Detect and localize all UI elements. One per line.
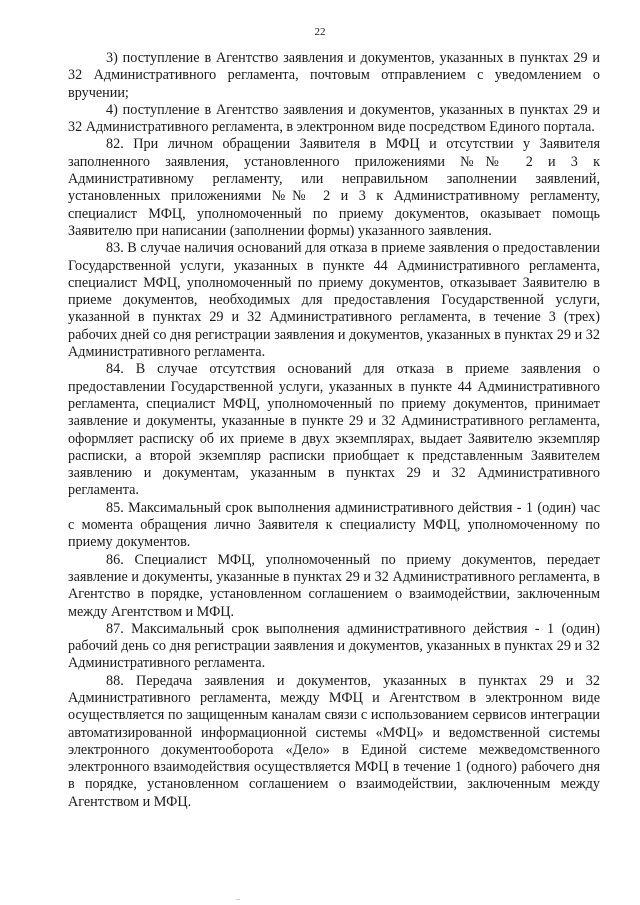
paragraph-84: 84. В случае отсутствия оснований для отказа в приеме заявления о предоставлении Государственной услуги, указанных в пункте 44 Административного регламента, специалист МФЦ, уполномоченный по приему документов, принимает заявление и документы, указанные в пункте 29 и 32 Административного регламента, оформляет расписку об их приеме в двух экземплярах, выдает Заявителю экземпляр расписки, а второй экземпляр расписки приобщает к представленным Заявителем заявлению и документам, указанным в пунктах 29 и 32 Административного регламента. xyxy=(68,361,600,499)
paragraph-item-4: 4) поступление в Агентство заявления и документов, указанных в пунктах 29 и 32 Административного регламента, в электронном виде посредством Единого портала. xyxy=(68,101,600,136)
paragraph-82: 82. При личном обращении Заявителя в МФЦ и отсутствии у Заявителя заполненного заявления, установленного приложениями №№ 2 и 3 к Административному регламенту, или неправильном заполнении заявлений, установленных приложениями №№ 2 и 3 к Административному регламенту, специалист МФЦ, уполномоченный по приему документов, оказывает помощь Заявителю при написании (заполнении формы) указанного заявления. xyxy=(68,136,600,239)
document-body xyxy=(68,50,600,811)
footer-mark: .. xyxy=(236,893,240,902)
paragraph-88: 88. Передача заявления и документов, указанных в пунктах 29 и 32 Административного регламента, между МФЦ и Агентством в электронном виде осуществляется по защищенным каналам связи с использованием сервисов интеграции автоматизированной информационной системы «МФЦ» и ведомственной системы электронного документооборота «Дело» в Единой системе межведомственного электронного взаимодействия осуществляется МФЦ в течение 1 (одного) рабочего дня в порядке, установленном соглашением о взаимодействии, заключенным между Агентством и МФЦ. xyxy=(68,672,600,810)
paragraph-85: 85. Максимальный срок выполнения административного действия - 1 (один) час с момента обращения лично Заявителя к специалисту МФЦ, уполномоченному по приему документов. xyxy=(68,499,600,551)
paragraph-83: 83. В случае наличия оснований для отказа в приеме заявления о предоставлении Государственной услуги, указанных в пункте 44 Административного регламента, специалист МФЦ, уполномоченный по приему документов, отказывает Заявителю в приеме документов, необходимых для предоставления Государственной услуги, указанной в пунктах 29 и 32 Административного регламента, в течение 3 (трех) рабочих дней со дня регистрации заявления и документов, указанных в пунктах 29 и 32 Административного регламента. xyxy=(68,240,600,361)
paragraph-87: 87. Максимальный срок выполнения административного действия - 1 (один) рабочий день со дня регистрации заявления и документов, указанных в пунктах 29 и 32 Административного регламента. xyxy=(68,620,600,672)
paragraph-86: 86. Специалист МФЦ, уполномоченный по приему документов, передает заявление и документы, указанные в пунктах 29 и 32 Административного регламента, в Агентство в порядке, установленном соглашением о взаимодействии, заключенным между Агентством и МФЦ. xyxy=(68,551,600,620)
paragraph-item-3: 3) поступление в Агентство заявления и документов, указанных в пунктах 29 и 32 Административного регламента, почтовым отправлением с уведомлением о вручении; xyxy=(68,50,600,101)
page-number: 22 xyxy=(314,26,326,38)
